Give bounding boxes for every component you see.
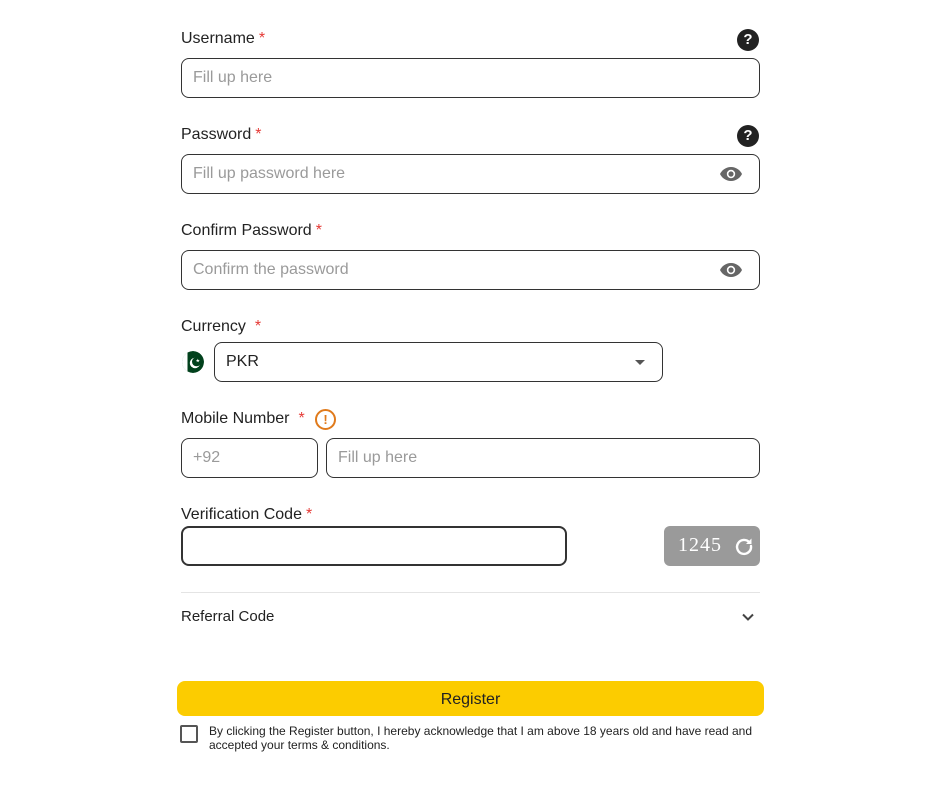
currency-select[interactable] bbox=[214, 342, 663, 382]
username-field bbox=[181, 58, 760, 98]
captcha-box bbox=[664, 526, 760, 566]
chevron-down-icon bbox=[741, 610, 755, 624]
required-marker: * bbox=[258, 30, 266, 47]
mobile-number-field bbox=[326, 438, 760, 478]
username-label bbox=[181, 30, 265, 48]
eye-icon[interactable] bbox=[719, 261, 743, 279]
exclamation-circle-icon[interactable]: ! bbox=[315, 409, 336, 430]
terms-checkbox[interactable] bbox=[180, 725, 198, 743]
currency-selected-value: PKR bbox=[226, 353, 259, 370]
question-circle-icon[interactable]: ? bbox=[737, 29, 759, 51]
username-label-text: Username bbox=[181, 30, 255, 47]
register-button[interactable]: Register bbox=[177, 681, 764, 716]
country-code-input[interactable] bbox=[193, 439, 308, 477]
username-input[interactable] bbox=[193, 59, 743, 97]
password-input[interactable] bbox=[193, 155, 713, 193]
password-field bbox=[181, 154, 760, 194]
required-marker: * bbox=[255, 126, 262, 143]
verification-code-label-text: Verification Code bbox=[181, 506, 302, 523]
required-marker: * bbox=[254, 318, 262, 335]
country-code-field bbox=[181, 438, 318, 478]
confirm-password-input[interactable] bbox=[193, 251, 713, 289]
verification-code-label bbox=[181, 506, 312, 524]
referral-code-toggle[interactable] bbox=[181, 596, 760, 638]
mobile-number-label bbox=[181, 410, 305, 428]
captcha-code: 1245 bbox=[678, 534, 722, 556]
password-label-text: Password bbox=[181, 126, 252, 143]
confirm-password-label-text: Confirm Password bbox=[181, 222, 312, 239]
confirm-password-label bbox=[181, 222, 322, 240]
mobile-number-label-text: Mobile Number bbox=[181, 410, 290, 427]
confirm-password-field bbox=[181, 250, 760, 290]
verification-code-input[interactable] bbox=[194, 528, 554, 564]
required-marker: * bbox=[305, 506, 313, 523]
currency-label bbox=[181, 318, 261, 336]
pakistan-flag-icon bbox=[182, 351, 204, 373]
caret-down-icon bbox=[635, 360, 645, 365]
required-marker: * bbox=[315, 222, 322, 239]
terms-text: By clicking the Register button, I hereby acknowledge that I am above 18 years old and have read and accepted your terms & conditions. bbox=[209, 724, 752, 752]
eye-icon[interactable] bbox=[719, 165, 743, 183]
required-marker: * bbox=[298, 410, 305, 427]
divider bbox=[181, 592, 760, 593]
referral-code-label: Referral Code bbox=[181, 608, 275, 625]
question-circle-icon[interactable]: ? bbox=[737, 125, 759, 147]
refresh-icon[interactable] bbox=[734, 536, 754, 556]
mobile-number-input[interactable] bbox=[338, 439, 748, 477]
password-label bbox=[181, 126, 261, 144]
currency-label-text: Currency bbox=[181, 318, 246, 335]
verification-code-field bbox=[181, 526, 567, 566]
